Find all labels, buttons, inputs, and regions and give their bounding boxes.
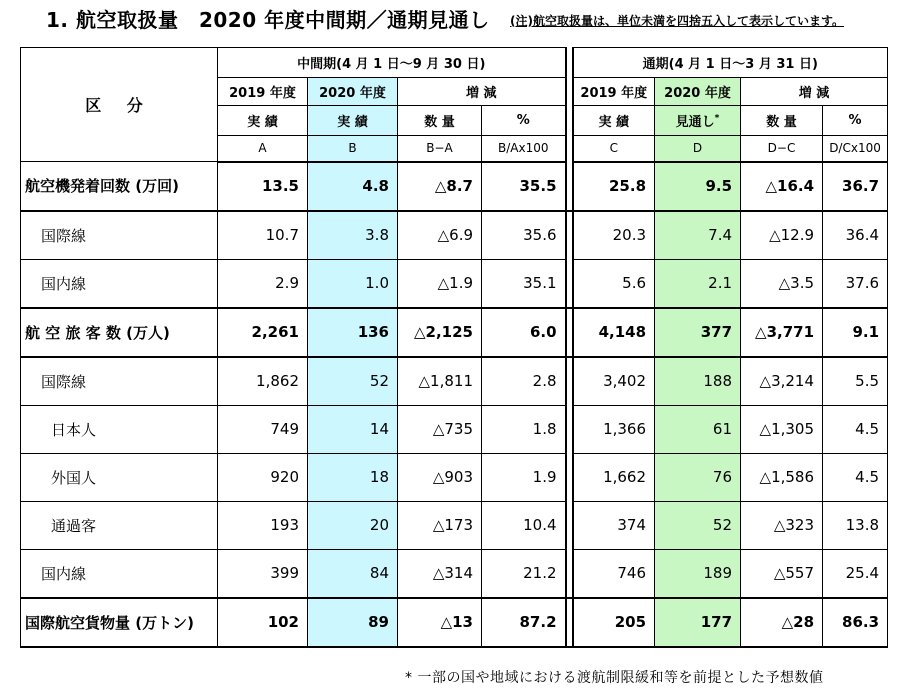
table-cell: 9.1 (823, 308, 888, 357)
table-cell: 13.5 (218, 162, 308, 211)
air-traffic-table (20, 47, 888, 648)
table-cell: 177 (655, 598, 741, 647)
table-row (21, 549, 888, 598)
column-gap (566, 308, 573, 357)
table-cell: 10.7 (218, 211, 308, 260)
table-cell: 20.3 (573, 211, 655, 260)
table-cell: 4,148 (573, 308, 655, 357)
col-change-full: 増 減 (741, 78, 888, 106)
row-label: 外国人 (21, 453, 218, 501)
column-gap (566, 549, 573, 598)
table-cell: △2,125 (398, 308, 482, 357)
table-cell: 36.4 (823, 211, 888, 260)
table-row (21, 405, 888, 453)
table-cell: 193 (218, 501, 308, 549)
col-2020-mid: 2020 年度 (308, 78, 398, 106)
forecast-footnote: * 一部の国や地域における渡航制限緩和等を前提とした予想数値 (405, 670, 824, 686)
row-label: 国際線 (21, 211, 218, 260)
table-cell: 21.2 (482, 549, 566, 598)
row-label: 国際航空貨物量 (万トン) (21, 598, 218, 647)
table-cell: 36.7 (823, 162, 888, 211)
code-a: A (218, 136, 308, 162)
row-label: 航 空 旅 客 数 (万人) (21, 308, 218, 357)
table-cell: 1.0 (308, 259, 398, 308)
table-cell: △16.4 (741, 162, 823, 211)
row-label: 国内線 (21, 259, 218, 308)
code-ba: B−A (398, 136, 482, 162)
col-2020-full: 2020 年度 (655, 78, 741, 106)
code-c: C (573, 136, 655, 162)
row-label: 国際線 (21, 357, 218, 406)
table-cell: 52 (308, 357, 398, 406)
table-row (21, 211, 888, 260)
percent-mid: % (482, 106, 566, 136)
column-gap (566, 405, 573, 453)
table-cell: △1,811 (398, 357, 482, 406)
actual-c: 実 績 (573, 106, 655, 136)
table-cell: 87.2 (482, 598, 566, 647)
table-cell: 35.6 (482, 211, 566, 260)
table-cell: △28 (741, 598, 823, 647)
table-cell: 84 (308, 549, 398, 598)
table-cell: 61 (655, 405, 741, 453)
table-cell: △557 (741, 549, 823, 598)
code-dc: D−C (741, 136, 823, 162)
table-cell: △903 (398, 453, 482, 501)
code-b: B (308, 136, 398, 162)
table-cell: △13 (398, 598, 482, 647)
table-cell: 25.4 (823, 549, 888, 598)
table-cell: 920 (218, 453, 308, 501)
table-cell: 377 (655, 308, 741, 357)
table-cell: 25.8 (573, 162, 655, 211)
column-gap (566, 357, 573, 406)
table-row (21, 357, 888, 406)
table-cell: 1.8 (482, 405, 566, 453)
table-cell: 2.8 (482, 357, 566, 406)
table-cell: 4.5 (823, 405, 888, 453)
table-cell: 6.0 (482, 308, 566, 357)
table-cell: △8.7 (398, 162, 482, 211)
col-2019-mid: 2019 年度 (218, 78, 308, 106)
column-gap (566, 162, 573, 211)
table-cell: 5.5 (823, 357, 888, 406)
rounding-note: (注)航空取扱量は、単位未満を四捨五入して表示しています。 (510, 14, 845, 28)
table-cell: 374 (573, 501, 655, 549)
table-cell: △1,305 (741, 405, 823, 453)
row-label: 国内線 (21, 549, 218, 598)
table-cell: 7.4 (655, 211, 741, 260)
column-gap (566, 598, 573, 647)
actual-a: 実 績 (218, 106, 308, 136)
table-cell: △314 (398, 549, 482, 598)
table-cell: △3.5 (741, 259, 823, 308)
col-2019-full: 2019 年度 (573, 78, 655, 106)
table-cell: 205 (573, 598, 655, 647)
table-cell: 5.6 (573, 259, 655, 308)
table-cell: 9.5 (655, 162, 741, 211)
table-cell: 2.1 (655, 259, 741, 308)
table-cell: 35.1 (482, 259, 566, 308)
table-cell: 4.8 (308, 162, 398, 211)
table-cell: 13.8 (823, 501, 888, 549)
table-cell: 1,366 (573, 405, 655, 453)
table-cell: 18 (308, 453, 398, 501)
col-change-mid: 増 減 (398, 78, 566, 106)
table-cell: △173 (398, 501, 482, 549)
code-bpct: B/Ax100 (482, 136, 566, 162)
table-cell: 76 (655, 453, 741, 501)
table-cell: 1,662 (573, 453, 655, 501)
full-period-header: 通期(4 月 1 日～3 月 31 日) (573, 48, 888, 78)
table-row (21, 162, 888, 211)
table-cell: 3.8 (308, 211, 398, 260)
code-d: D (655, 136, 741, 162)
mid-period-header: 中間期(4 月 1 日～9 月 30 日) (218, 48, 566, 78)
table-row (21, 598, 888, 647)
table-cell: 399 (218, 549, 308, 598)
table-cell: 188 (655, 357, 741, 406)
table-cell: 102 (218, 598, 308, 647)
table-cell: 3,402 (573, 357, 655, 406)
document-title: 1. 航空取扱量 2020 年度中間期／通期見通し (46, 8, 490, 32)
table-cell: 89 (308, 598, 398, 647)
table-cell: 86.3 (823, 598, 888, 647)
row-label: 日本人 (21, 405, 218, 453)
table-cell: △3,214 (741, 357, 823, 406)
table-cell: 1.9 (482, 453, 566, 501)
table-cell: 1,862 (218, 357, 308, 406)
table-row (21, 308, 888, 357)
table-cell: △735 (398, 405, 482, 453)
table-cell: 746 (573, 549, 655, 598)
column-gap (566, 259, 573, 308)
table-cell: 136 (308, 308, 398, 357)
table-cell: △1.9 (398, 259, 482, 308)
forecast-label: 見通し (675, 115, 715, 130)
table-row (21, 453, 888, 501)
column-gap (566, 211, 573, 260)
table-cell: 4.5 (823, 453, 888, 501)
column-gap (566, 453, 573, 501)
table-cell: 2.9 (218, 259, 308, 308)
table-cell: 35.5 (482, 162, 566, 211)
percent-full: % (823, 106, 888, 136)
table-cell: 749 (218, 405, 308, 453)
table-cell: △1,586 (741, 453, 823, 501)
quantity-full: 数 量 (741, 106, 823, 136)
table-cell: 14 (308, 405, 398, 453)
table-cell: 10.4 (482, 501, 566, 549)
quantity-mid: 数 量 (398, 106, 482, 136)
row-label: 通過客 (21, 501, 218, 549)
table-cell: △6.9 (398, 211, 482, 260)
code-dpct: D/Cx100 (823, 136, 888, 162)
forecast-d (655, 106, 741, 136)
table-row (21, 259, 888, 308)
table-cell: 37.6 (823, 259, 888, 308)
kubun-header: 区 分 (21, 48, 218, 162)
table-cell: △12.9 (741, 211, 823, 260)
table-cell: 189 (655, 549, 741, 598)
column-gap (566, 501, 573, 549)
row-label: 航空機発着回数 (万回) (21, 162, 218, 211)
table-cell: 52 (655, 501, 741, 549)
table-row (21, 501, 888, 549)
actual-b: 実 績 (308, 106, 398, 136)
table-cell: 20 (308, 501, 398, 549)
table-cell: △323 (741, 501, 823, 549)
table-cell: 2,261 (218, 308, 308, 357)
table-cell: △3,771 (741, 308, 823, 357)
forecast-mark: * (714, 113, 720, 124)
